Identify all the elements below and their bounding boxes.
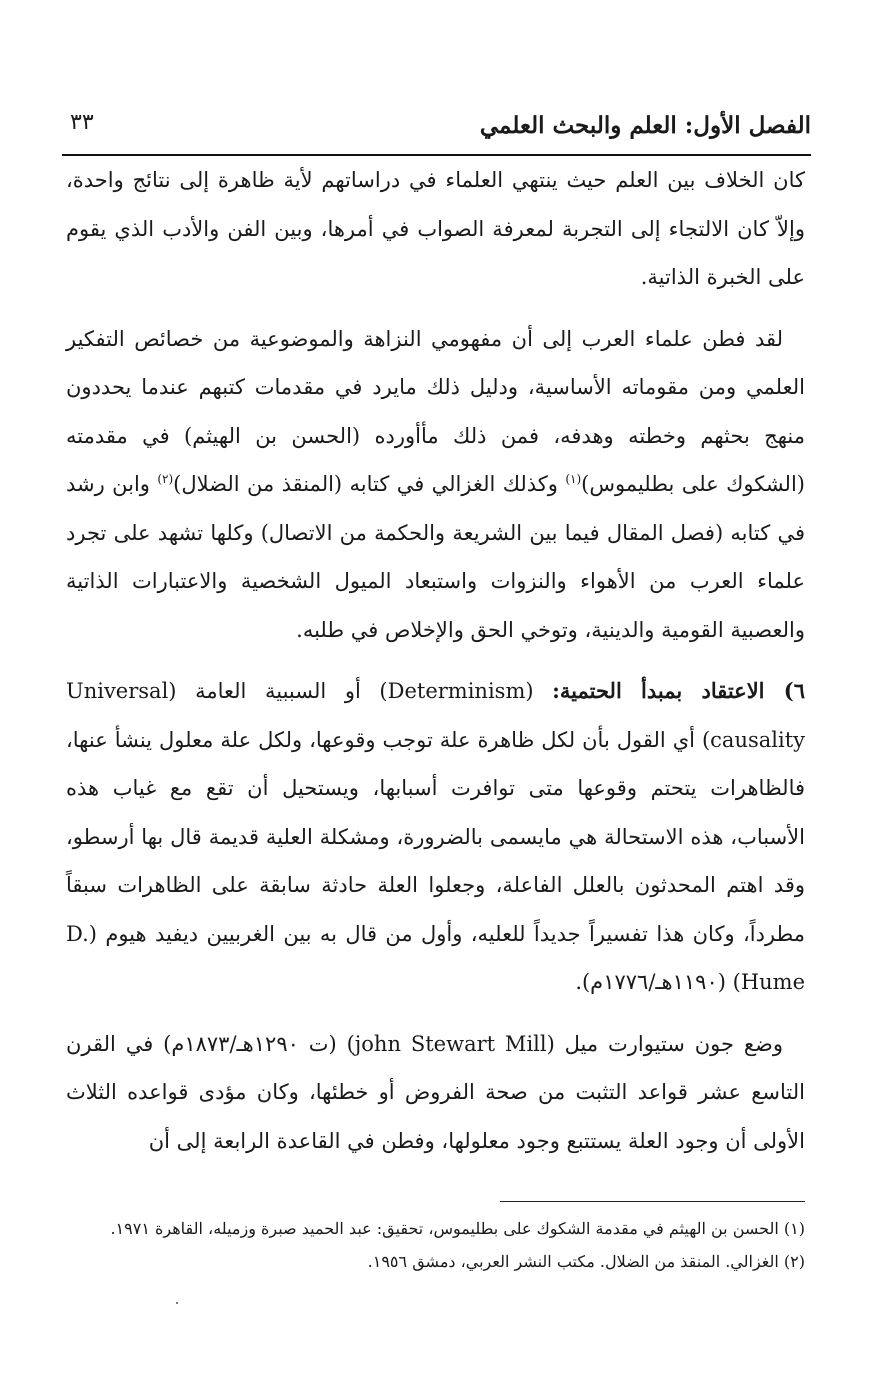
paragraph-2-text-a: لقد فطن علماء العرب إلى أن مفهومي النزاهة والموضوعية من خصائص التفكير العلمي ومن مقوماته الأساسية، ودليل ذلك مايرد في مقدمات كتبهم عندما يحددون منهج بحثهم وخطته وهدفه، فمن ذلك مأأورده (الحسن بن الهيثم) في مقدمته (الشكوك على بطليموس) <box>66 326 805 496</box>
paragraph-2 <box>66 315 805 655</box>
paragraph-1: كان الخلاف بين العلم حيث ينتهي العلماء في دراساتهم لأية ظاهرة إلى نتائج واحدة، وإلاّ كان الالتجاء إلى التجربة لمعرفة الصواب في أمرها، وبين الفن والأدب الذي يقوم على الخبرة الذاتية. <box>66 168 805 289</box>
footnote-1: (١) الحسن بن الهيثم في مقدمة الشكوك على بطليموس، تحقيق: عبد الحميد صبرة وزميله، القاهرة ١٩٧١. <box>110 1219 805 1238</box>
footnote-2: (٢) الغزالي. المنقذ من الضلال. مكتب النشر العربي، دمشق ١٩٥٦. <box>367 1252 805 1271</box>
paragraph-4: وضع جون ستيوارت ميل (john Stewart Mill) (ت ١٢٩٠هـ/١٨٧٣م) في القرن التاسع عشر قواعد التثبت من صحة الفروض أو خطئها، وكان مؤدى قواعده الثلاث الأولى أن وجود العلة يستتبع وجود معلولها، وفطن في القاعدة الرابعة إلى أن <box>66 1031 805 1153</box>
paragraph-3-text: (Determinism) أو السببية العامة (Universal causality) أي القول بأن لكل ظاهرة علة توجب وقوعها، ولكل علة معلول ينشأ عنها، فالظاهرات يتحتم وقوعها متى توافرت أسبابها، ويستحيل أن تقع مع غياب هذه الأسباب، هذه الاستحالة هي مايسمى بالضرورة، ومشكلة العلية قديمة قال بها أرسطو، وقد اهتم المحدثون بالعلل الفاعلة، وجعلوا العلة حادثة سابقة على الظاهرات سبقاً مطرداً، وكان هذا تفسيراً جديداً للعليه، وأول من قال به بين الغربيين ديفيد هيوم (D. Hume) (١١٩٠هـ/١٧٧٦م). <box>66 679 805 994</box>
footnote-divider <box>500 1201 805 1202</box>
chapter-title: الفصل الأول: العلم والبحث العلمي <box>479 112 811 139</box>
page-number: ٣٣ <box>70 110 94 135</box>
scan-speck <box>176 1302 178 1304</box>
paragraph-3 <box>66 667 805 1007</box>
paragraph-2-text-c: وابن رشد في كتابه (فصل المقال فيما بين الشريعة والحكمة من الاتصال) وكلها تشهد على تجرد علماء العرب من الأهواء والنزوات واستبعاد الميول الشخصية والاعتبارات الذاتية والعصبية القومية والدينية، وتوخي الحق والإخلاص في طلبه. <box>66 472 805 642</box>
footnote-ref-2: (٢) <box>157 472 174 486</box>
footnote-ref-1: (١) <box>565 472 582 486</box>
footnotes <box>66 1212 805 1278</box>
section-heading-determinism: ٦) الاعتقاد بمبدأ الحتمية: <box>552 678 805 703</box>
body-text <box>66 156 805 1165</box>
page-header <box>62 106 811 156</box>
paragraph-2-text-b: وكذلك الغزالي في كتابه (المنقذ من الضلال) <box>173 472 566 496</box>
